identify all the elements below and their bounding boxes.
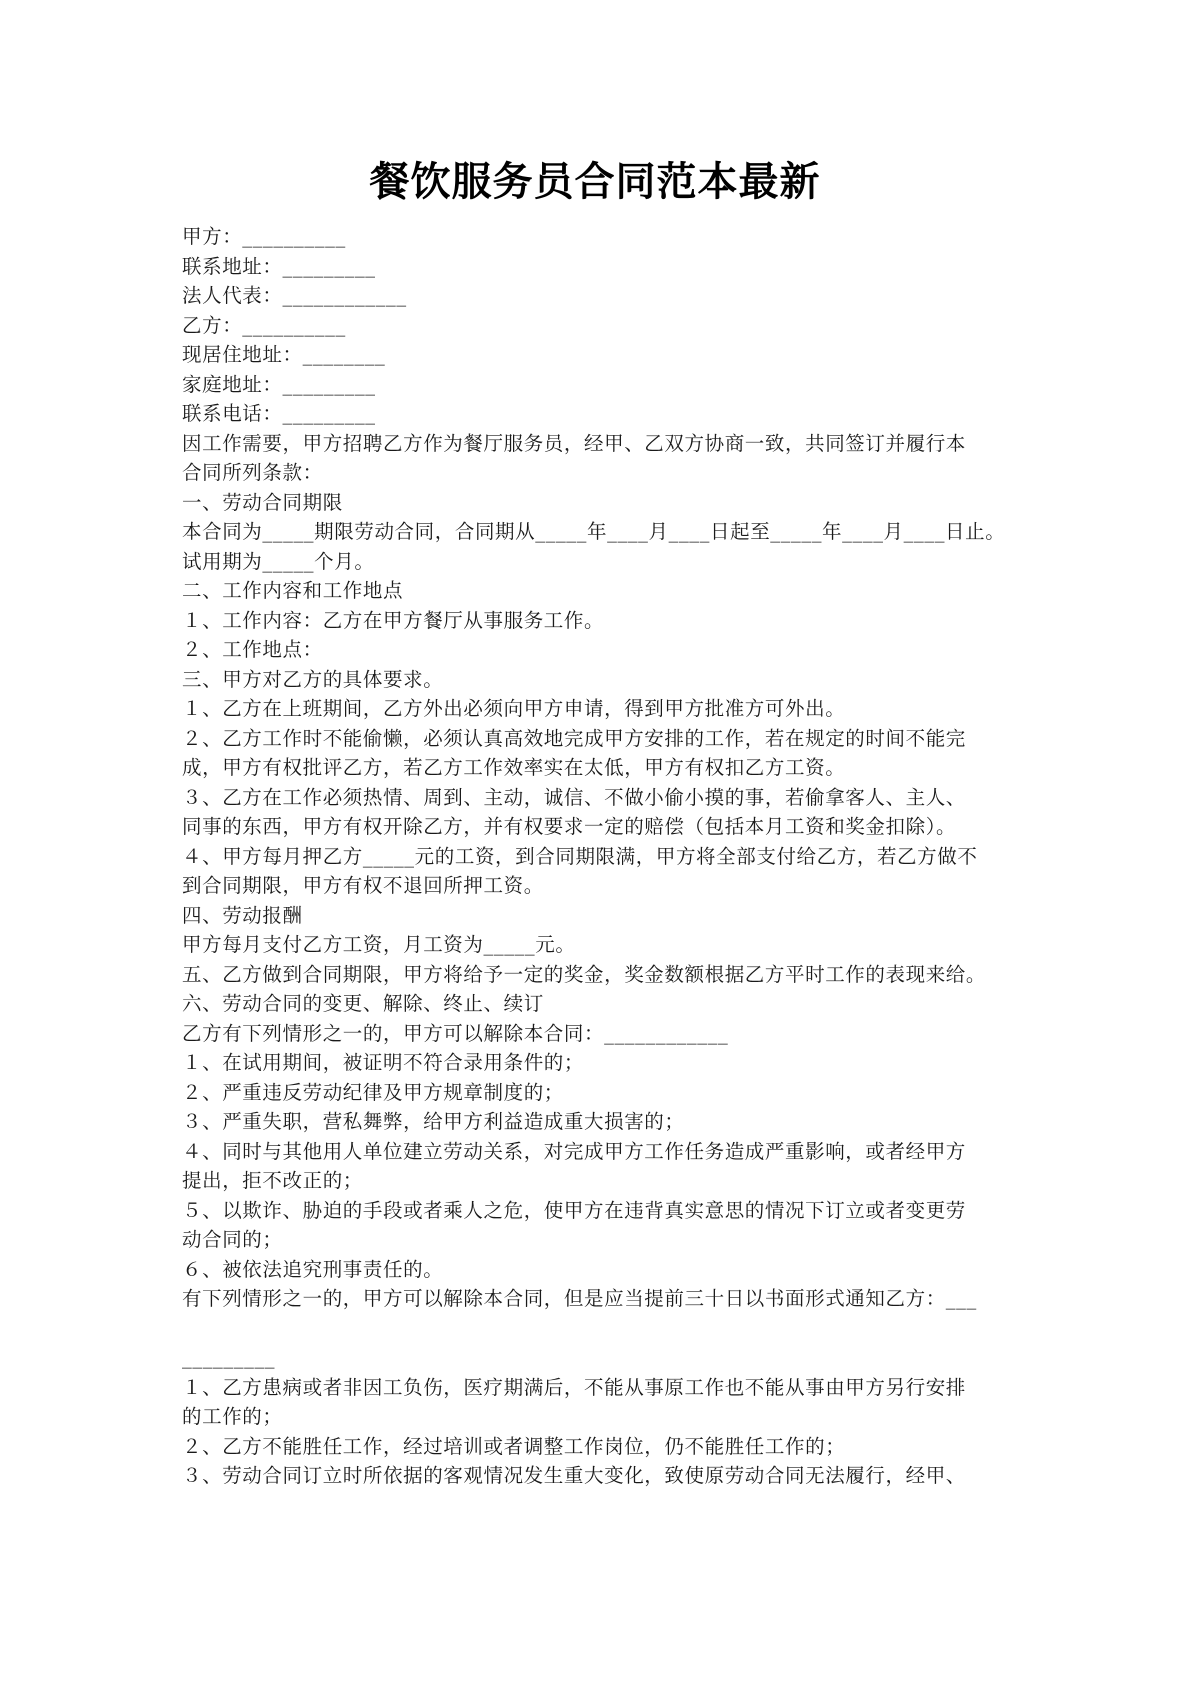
section-heading: 六、劳动合同的变更、解除、终止、续订 xyxy=(182,992,544,1015)
list-item-continued: 成，甲方有权批评乙方，若乙方工作效率实在太低，甲方有权扣乙方工资。 xyxy=(182,756,846,779)
paragraph-line: 有下列情形之一的，甲方可以解除本合同，但是应当提前三十日以书面形式通知乙方：___ xyxy=(182,1287,977,1310)
phone-line: 联系电话：_________ xyxy=(182,402,376,425)
legal-rep-line: 法人代表：____________ xyxy=(182,284,407,307)
list-item-continued: 同事的东西，甲方有权开除乙方，并有权要求一定的赔偿（包括本月工资和奖金扣除）。 xyxy=(182,815,957,838)
document-body xyxy=(182,222,1022,1491)
list-item-continued: 提出，拒不改正的； xyxy=(182,1169,363,1192)
list-item: ３、乙方在工作必须热情、周到、主动，诚信、不做小偷小摸的事，若偷拿客人、主人、 xyxy=(182,785,966,809)
section-heading: 二、工作内容和工作地点 xyxy=(182,579,404,602)
list-item: １、乙方在上班期间，乙方外出必须向甲方申请，得到甲方批准方可外出。 xyxy=(182,697,846,720)
home-address-line: 家庭地址：_________ xyxy=(182,372,376,396)
list-item: ２、工作地点： xyxy=(182,638,323,661)
section-heading: 一、劳动合同期限 xyxy=(182,490,343,514)
list-item: ４、同时与其他用人单位建立劳动关系，对完成甲方工作任务造成严重影响，或者经甲方 xyxy=(182,1139,966,1163)
paragraph-line: 因工作需要，甲方招聘乙方作为餐厅服务员，经甲、乙双方协商一致，共同签订并履行本 xyxy=(182,431,966,455)
list-item-continued: 到合同期限，甲方有权不退回所押工资。 xyxy=(182,874,544,897)
document-title: 餐饮服务员合同范本最新 xyxy=(369,159,821,205)
paragraph-line: 合同所列条款： xyxy=(182,461,323,484)
list-item: ６、被依法追究刑事责任的。 xyxy=(182,1257,444,1281)
blank-line xyxy=(182,1314,1022,1344)
list-item: １、工作内容：乙方在甲方餐厅从事服务工作。 xyxy=(182,608,605,632)
section-heading: 三、甲方对乙方的具体要求。 xyxy=(182,667,444,691)
list-item: ３、严重失职，营私舞弊，给甲方利益造成重大损害的； xyxy=(182,1110,685,1133)
list-item-continued: 的工作的； xyxy=(182,1405,283,1428)
section-heading: 五、乙方做到合同期限，甲方将给予一定的奖金，奖金数额根据乙方平时工作的表现来给。 xyxy=(182,962,987,986)
paragraph-line: 试用期为_____个月。 xyxy=(182,549,375,573)
list-item: ４、甲方每月押乙方_____元的工资，到合同期限满，甲方将全部支付给乙方，若乙方做不 xyxy=(182,844,978,868)
list-item: ２、乙方不能胜任工作，经过培训或者调整工作岗位，仍不能胜任工作的； xyxy=(182,1434,846,1458)
list-item: ５、以欺诈、胁迫的手段或者乘人之危，使甲方在违背真实意思的情况下订立或者变更劳 xyxy=(182,1198,966,1222)
paragraph-line: 乙方有下列情形之一的，甲方可以解除本合同：____________ xyxy=(182,1021,729,1045)
party-b-line: 乙方：__________ xyxy=(182,313,346,337)
list-item: １、在试用期间，被证明不符合录用条件的； xyxy=(182,1051,585,1074)
current-address-line: 现居住地址：________ xyxy=(182,343,386,366)
list-item: １、乙方患病或者非因工负伤，医疗期满后，不能从事原工作也不能从事由甲方另行安排 xyxy=(182,1375,966,1399)
list-item: ２、严重违反劳动纪律及甲方规章制度的； xyxy=(182,1080,564,1104)
paragraph-line: 本合同为_____期限劳动合同，合同期从_____年____月____日起至_____年____月____日止。 xyxy=(182,520,1006,543)
list-item: ２、乙方工作时不能偷懒，必须认真高效地完成甲方安排的工作，若在规定的时间不能完 xyxy=(182,726,966,750)
section-heading: 四、劳动报酬 xyxy=(182,903,303,927)
paragraph-line: 甲方每月支付乙方工资，月工资为_____元。 xyxy=(182,933,576,956)
party-a-line: 甲方：__________ xyxy=(182,225,346,248)
list-item: ３、劳动合同订立时所依据的客观情况发生重大变化，致使原劳动合同无法履行，经甲、 xyxy=(182,1464,966,1487)
paragraph-line: _________ xyxy=(182,1346,276,1369)
list-item-continued: 动合同的； xyxy=(182,1228,283,1251)
contact-address-line: 联系地址：_________ xyxy=(182,254,376,278)
